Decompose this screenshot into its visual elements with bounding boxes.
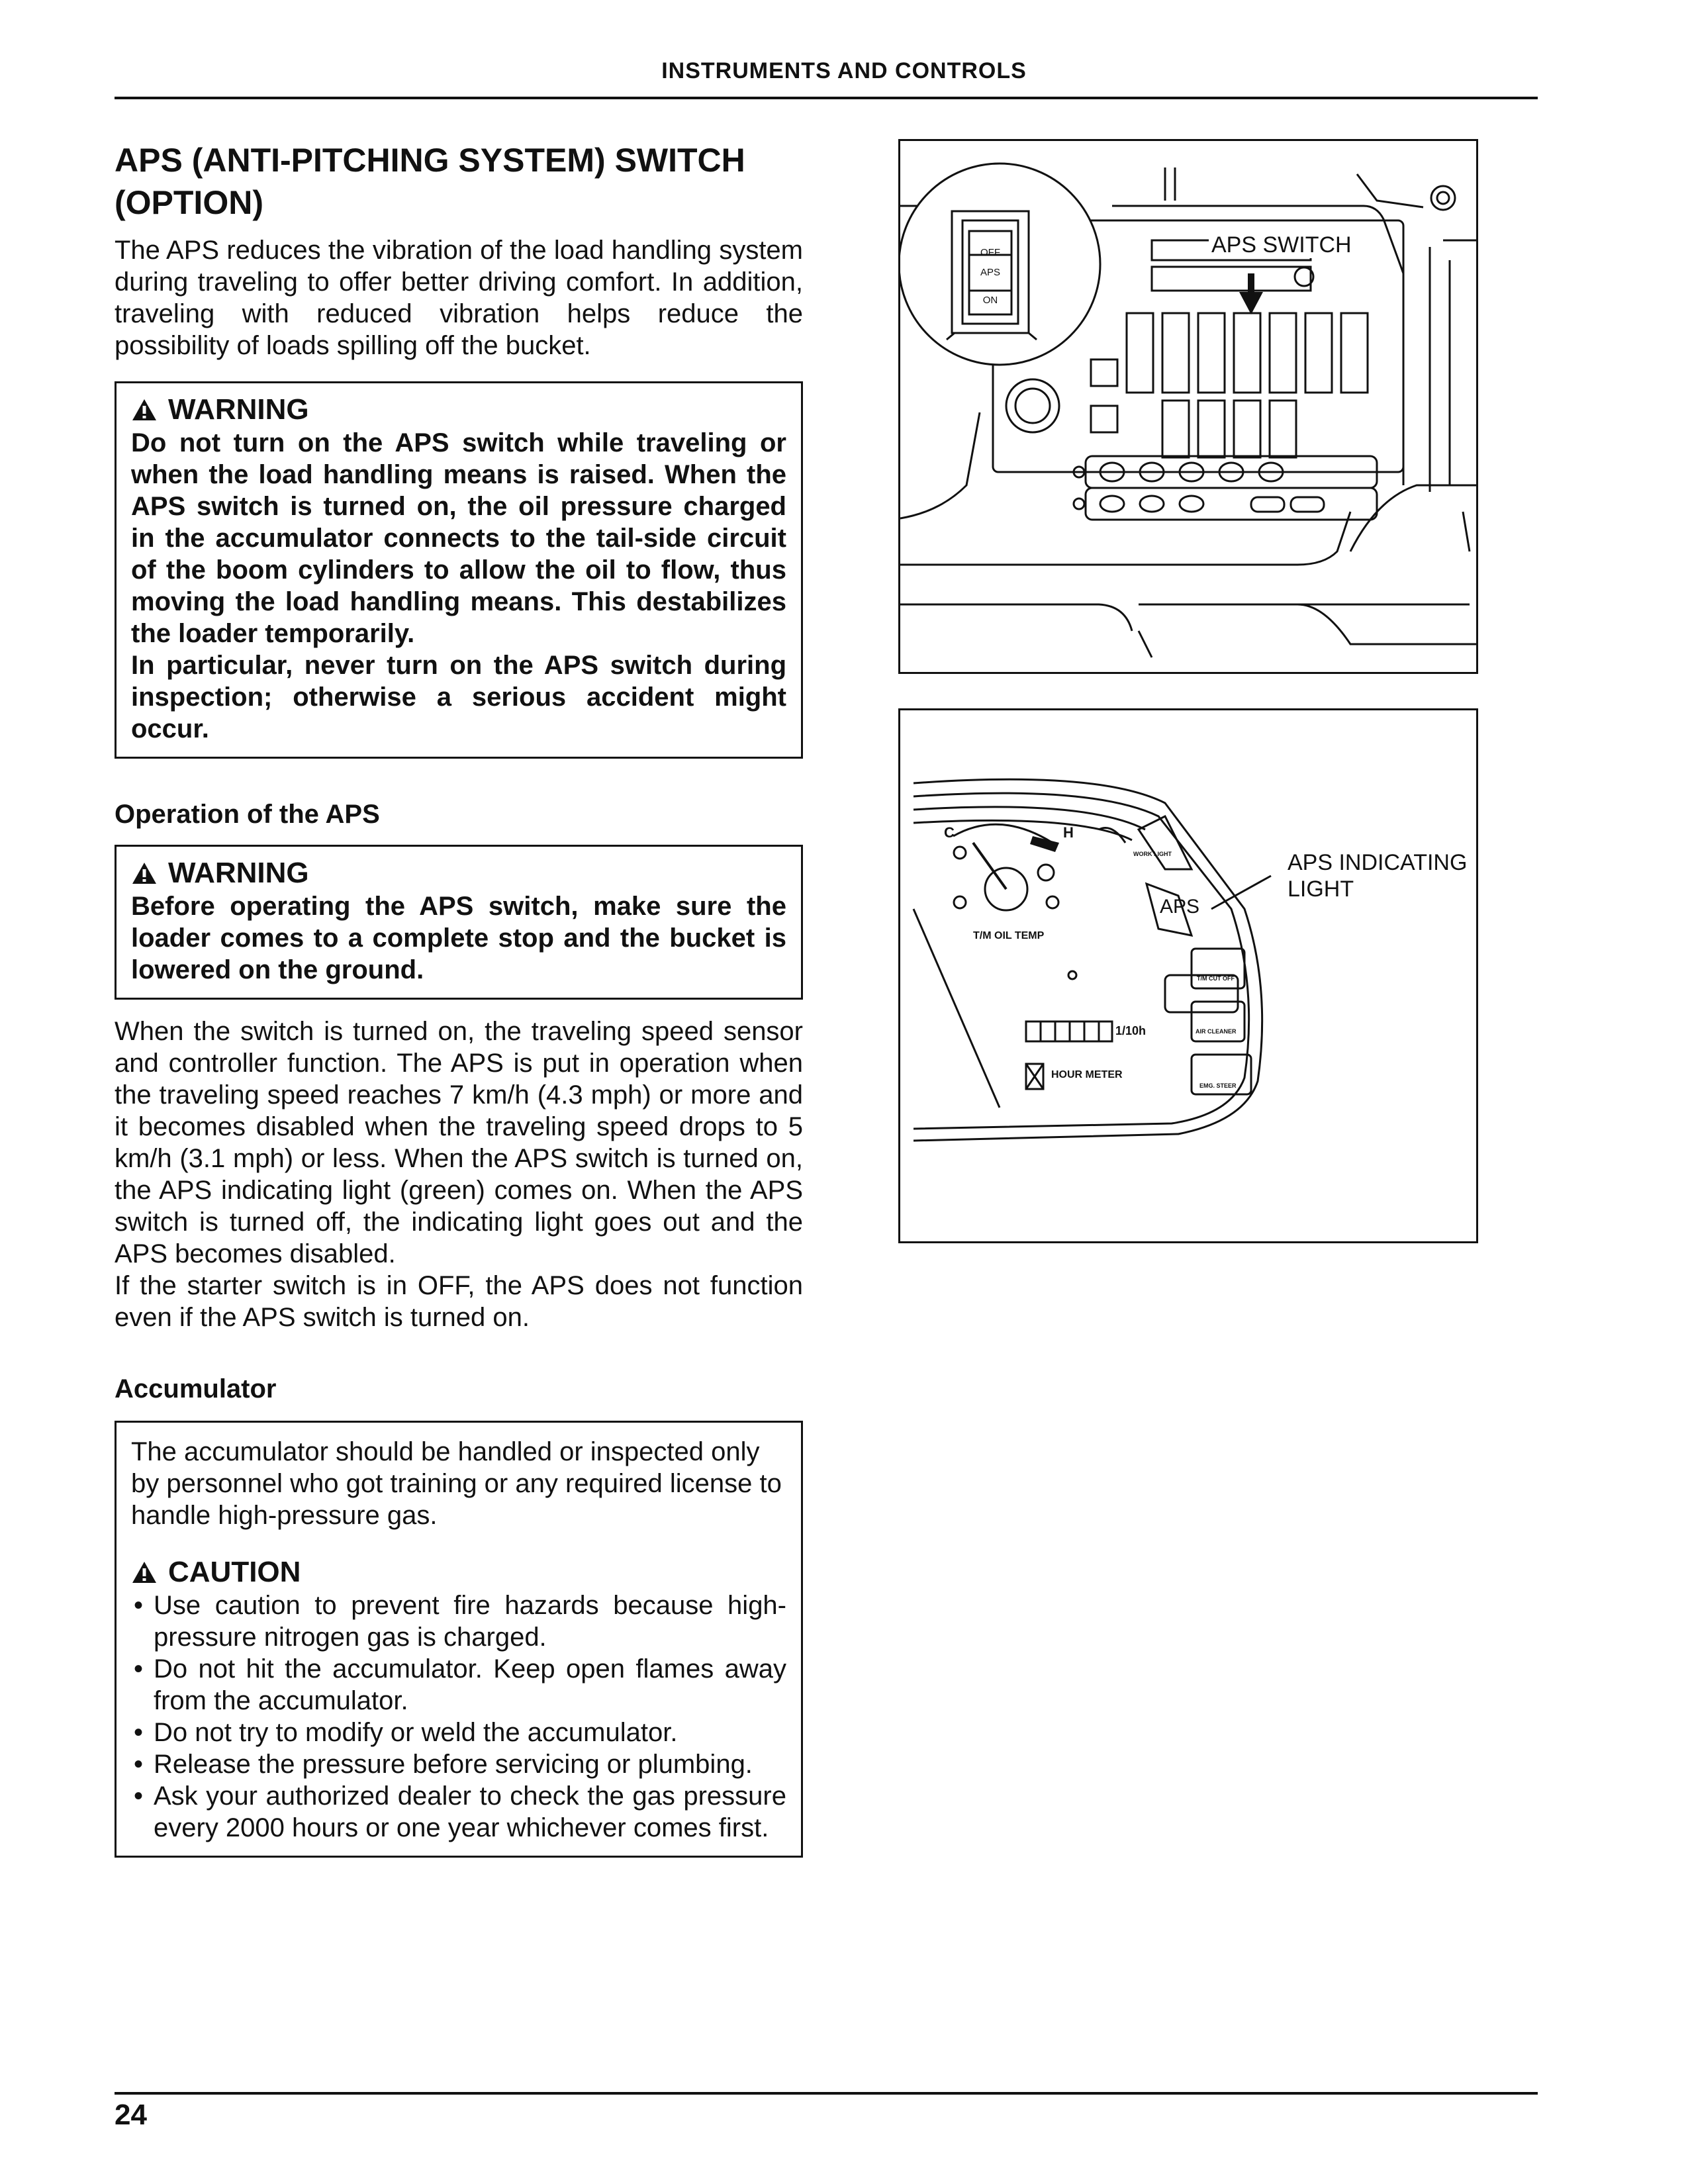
page-number: 24 xyxy=(115,2099,147,2131)
gauge-label: T/M OIL TEMP xyxy=(973,930,1045,941)
accumulator-title: Accumulator xyxy=(115,1374,277,1403)
warning-box-2 xyxy=(115,845,803,1000)
warning-title: WARNING xyxy=(168,393,309,426)
aps-lamp-label: APS xyxy=(1160,896,1200,918)
operation-paragraph: When the switch is turned on, the traveling speed sensor and controller function. The APS is put in operation when the traveling speed reaches 7 km/h (4.3 mph) or more and it becomes disabled when the traveling speed drops to 5 km/h (3.1 mph) or less. When the APS switch is turned on, the APS indicating light (green) comes on. When the APS switch is turned off, the indicating light goes out and the APS becomes disabled. xyxy=(115,1017,803,1268)
aps-switch-figure xyxy=(898,139,1478,674)
caution-list xyxy=(131,1590,786,1844)
work-light-lamp-label: WORK LIGHT xyxy=(1133,851,1172,857)
caution-item: • Ask your authorized dealer to check the gas pressure every 2000 hours or one year whichever comes first. xyxy=(131,1780,786,1844)
dashboard-illustration xyxy=(900,141,1476,672)
footer-rule xyxy=(115,2092,1538,2095)
caution-item: • Do not try to modify or weld the accumulator. xyxy=(131,1717,786,1748)
warning-title: WARNING xyxy=(168,857,309,889)
gauge-cluster-illustration xyxy=(900,710,1476,1241)
gauge-hot-label: H xyxy=(1063,824,1074,841)
gauge-cold-label: C xyxy=(944,824,955,841)
caution-item: • Release the pressure before servicing or plumbing. xyxy=(131,1748,786,1780)
accumulator-notice: The accumulator should be handled or inspected only by personnel who got training or any required license to handle high-pressure gas. xyxy=(131,1437,782,1530)
section-title: APS (ANTI-PITCHING SYSTEM) SWITCH (OPTION) xyxy=(115,142,745,221)
caution-item: • Do not hit the accumulator. Keep open flames away from the accumulator. xyxy=(131,1653,786,1717)
intro-paragraph: The APS reduces the vibration of the load handling system during traveling to offer better driving comfort. In addition, traveling with reduced vibration helps reduce the possibility of loads spilling off the bucket. xyxy=(115,236,803,360)
operation-title: Operation of the APS xyxy=(115,800,380,829)
left-column xyxy=(115,139,803,1858)
tm-cut-off-lamp-label: T/M CUT OFF xyxy=(1197,975,1235,982)
caution-item: • Use caution to prevent fire hazards because high-pressure nitrogen gas is charged. xyxy=(131,1590,786,1653)
aps-indicator-callout xyxy=(1288,849,1467,902)
warning-icon xyxy=(131,861,158,885)
accumulator-box xyxy=(115,1421,803,1858)
aps-indicator-figure xyxy=(898,708,1478,1243)
air-cleaner-lamp-label: AIR CLEANER xyxy=(1196,1028,1237,1035)
switch-on-label: ON xyxy=(982,295,998,306)
caution-heading xyxy=(131,1555,786,1590)
warning-text: Before operating the APS switch, make sure the loader comes to a complete stop and the bucket is lowered on the ground. xyxy=(131,892,786,984)
operation-paragraph-2: If the starter switch is in OFF, the APS does not function even if the APS switch is turned on. xyxy=(115,1271,803,1332)
warning-box-1 xyxy=(115,381,803,759)
warning-text: Do not turn on the APS switch while traveling or when the load handling means is raised. When the APS switch is turned on, the oil pressure charged in the accumulator connects to the tail-side circuit of the boom cylinders to allow the oil to flow, thus moving the load handling means. This destabilizes the loader temporarily. xyxy=(131,428,786,648)
header-rule xyxy=(115,97,1538,99)
hourmeter-label: HOUR METER xyxy=(1051,1069,1123,1080)
emg-steer-lamp-label: EMG. STEER xyxy=(1199,1082,1237,1089)
switch-aps-label: APS xyxy=(980,267,1000,278)
warning-heading xyxy=(131,393,786,427)
warning-icon xyxy=(131,398,158,422)
warning-text-2: In particular, never turn on the APS switch during inspection; otherwise a serious accident might occur. xyxy=(131,651,786,743)
callout-line-1: APS INDICATING xyxy=(1288,850,1468,875)
caution-title: CAUTION xyxy=(168,1556,301,1588)
counter-unit-label: 1/10h xyxy=(1115,1024,1147,1037)
callout-line-2: LIGHT xyxy=(1288,877,1354,902)
switch-off-label: OFF xyxy=(980,247,1000,258)
caution-icon xyxy=(131,1560,158,1584)
page-header: INSTRUMENTS AND CONTROLS xyxy=(661,58,1027,83)
aps-switch-callout: APS SWITCH xyxy=(1209,232,1354,258)
warning-heading xyxy=(131,856,786,890)
